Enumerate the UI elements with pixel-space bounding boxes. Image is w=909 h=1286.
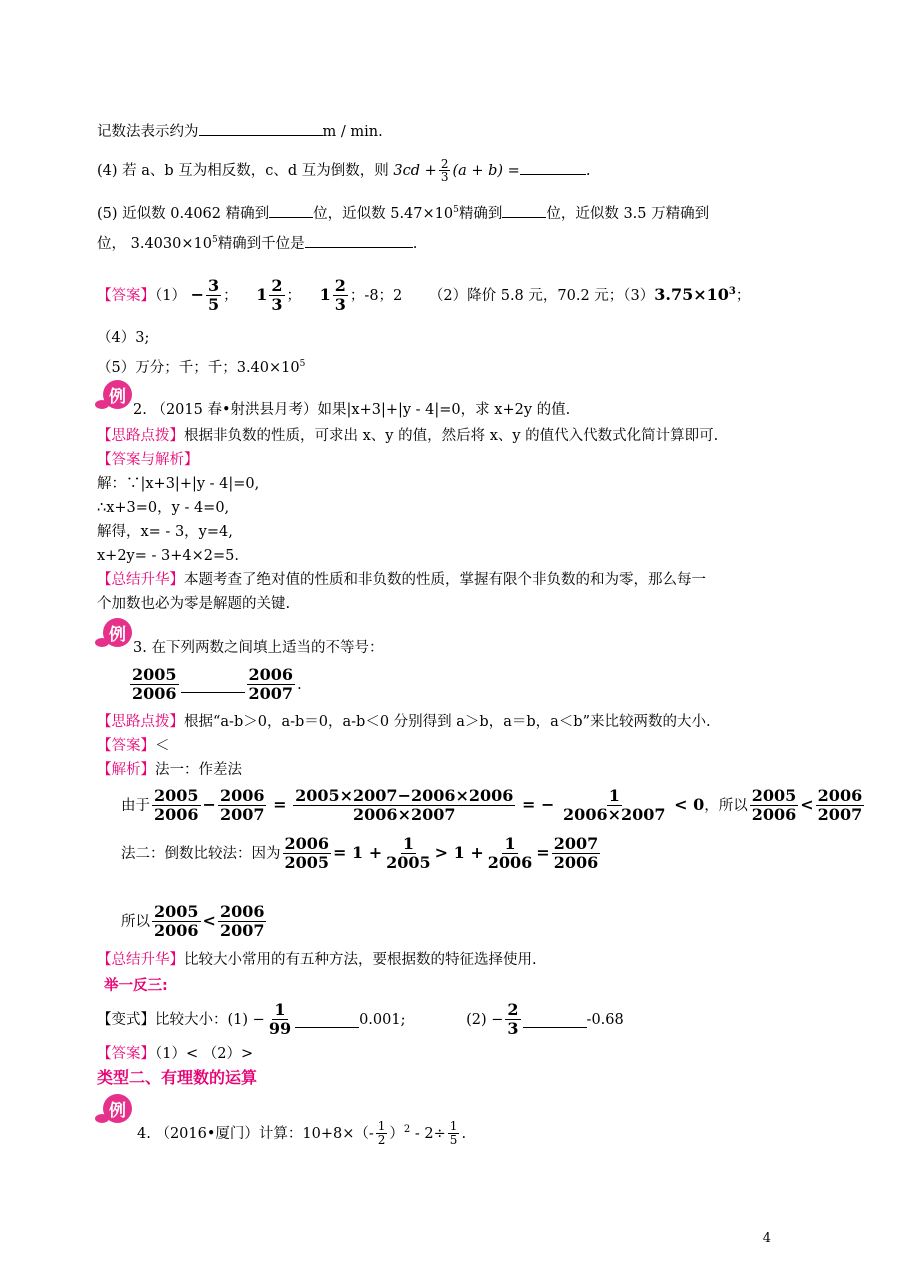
fraction-den: 2006 — [553, 853, 599, 873]
answer-mixed-3 — [333, 278, 348, 313]
answer-part-3: （3） — [623, 287, 655, 304]
solution-step-1: 解：∵|x+3|+|y - 4|=0, — [97, 476, 260, 492]
fraction-num: 1 — [274, 1000, 286, 1020]
fraction-b — [218, 788, 267, 823]
less-than-sign: < — [202, 911, 216, 930]
example-3-fractions — [128, 660, 302, 710]
method-2-prefix: 法二：倒数比较法：因为 — [121, 846, 281, 862]
section-heading: 类型二、有理数的运算 — [97, 1068, 258, 1087]
analysis-tag: 【解析】 — [97, 762, 155, 778]
fraction-den: 2006×2007 — [353, 805, 456, 825]
q5-sup-2: 5 — [211, 235, 218, 245]
method-1-equation — [121, 782, 866, 829]
answer-blank — [269, 202, 313, 218]
result-fraction — [561, 788, 667, 823]
answer-blank — [295, 1012, 359, 1028]
q5-sup-1: 5 — [453, 205, 459, 215]
ex4-fraction-2 — [448, 1120, 460, 1147]
q5-text-b: 位，近似数 5.47×10 — [313, 205, 454, 222]
sci-exponent: 3 — [728, 286, 736, 297]
inverse-fraction-2 — [486, 836, 535, 871]
answer-part-4: （4）3; — [97, 330, 150, 346]
q5-text-c: 精确到 — [458, 205, 503, 222]
example-4-text: 4. （2016•厦门）计算：10+8×（- — [137, 1125, 374, 1142]
fraction-a — [152, 788, 201, 823]
q5-end: . — [412, 235, 418, 252]
answer-blank — [523, 1012, 587, 1028]
ex4-exponent: 2 — [403, 1124, 411, 1135]
fraction-num: 3 — [208, 276, 220, 296]
fraction-num: 2006 — [219, 786, 265, 806]
fraction-den: 2006×2007 — [563, 805, 666, 825]
example-3-analysis — [97, 760, 242, 780]
practice-value-2: -0.68 — [586, 1012, 624, 1028]
summary-text: 本题考查了绝对值的性质和非负数的性质，掌握有限个非负数的和为零，那么每一 — [184, 572, 706, 588]
answer-fraction-1 — [206, 278, 221, 313]
answer-text: ＜ — [155, 738, 170, 754]
fraction-den: 2006 — [154, 805, 199, 825]
solution-step-4: x+2y= - 3+4×2=5. — [97, 548, 239, 564]
answer-part-rest: ；-8；2 — [349, 287, 403, 304]
answer-tag: 【答案】 — [97, 287, 155, 304]
fraction-den: 3 — [271, 294, 283, 314]
fraction-den: 2007 — [219, 921, 265, 941]
practice-title: 举一反三: — [104, 978, 168, 994]
less-than-sign: < — [800, 795, 814, 814]
fraction-num: 2006 — [219, 902, 265, 922]
practice-part-2: (2) − — [466, 1012, 504, 1028]
fraction-num: 2005 — [751, 786, 797, 806]
example-4-question — [137, 1110, 466, 1154]
scientific-notation: 3.75×10 — [654, 284, 729, 304]
fraction-num: 1 — [608, 786, 620, 806]
fraction-den: 2007 — [817, 805, 863, 825]
fraction-den: 5 — [449, 1133, 458, 1148]
q5-text-a: (5) 近似数 0.4062 精确到 — [97, 205, 270, 222]
so-text: 所以 — [121, 914, 150, 930]
fraction-num: 1 — [504, 834, 516, 854]
answer-part-2: （2）降价 5.8 元，70.2 元； — [428, 287, 624, 304]
equals-sign: = — [536, 843, 550, 862]
answer-part-5-text: （5）万分；千；千；3.40×10 — [97, 359, 300, 376]
answer-tag: 【答案】 — [97, 1046, 155, 1062]
fraction-num: 2006 — [817, 786, 863, 806]
answer-tag: 【答案】 — [97, 738, 155, 754]
summary-tag: 【总结升华】 — [97, 572, 184, 588]
fraction-num: 1 — [377, 1119, 386, 1134]
method-2-conclusion — [121, 898, 268, 945]
fraction-den: 2006 — [487, 853, 533, 873]
q5-text-e: 位， 3.4030×10 — [97, 235, 212, 252]
example-badge-icon — [103, 380, 132, 409]
answer-1 — [97, 270, 750, 318]
method-1-prefix: 由于 — [121, 798, 150, 814]
answer-part-1: （1） — [155, 287, 186, 304]
answer-part-5-sup: 5 — [299, 359, 306, 369]
fraction-num: 2007 — [553, 834, 599, 854]
fraction-num: 2 — [271, 276, 283, 296]
practice-answer — [97, 1044, 253, 1064]
fraction-den: 2 — [377, 1133, 386, 1148]
practice-value-1: 0.001; — [359, 1012, 406, 1028]
q5-text-d: 位，近似数 3.5 万精确到 — [546, 205, 710, 222]
q5-text-f: 精确到千位是 — [217, 235, 305, 252]
method-2-equation — [121, 830, 602, 877]
q1-text: 记数法表示约为 — [97, 124, 199, 140]
inverse-fraction-1 — [384, 836, 433, 871]
fraction-num: 2005 — [154, 902, 199, 922]
solution-step-2: ∴x+3=0，y - 4=0, — [97, 500, 230, 516]
fraction-num: 1 — [402, 834, 414, 854]
hint-tag: 【思路点拨】 — [97, 714, 184, 730]
mixed-whole: 1 — [319, 284, 331, 304]
example-badge-icon — [103, 1094, 132, 1123]
so-text: ，所以 — [704, 798, 748, 814]
mixed-whole: 1 — [256, 284, 268, 304]
example-badge-icon — [103, 618, 132, 647]
hint-text: 根据“a-b＞0，a-b＝0，a-b＜0 分别得到 a＞b，a＝b，a＜b”来比较两数的大小. — [184, 714, 711, 730]
example-badge-text: 例 — [109, 1101, 126, 1121]
summary-text: 比较大小常用的有五种方法，要根据数的特征选择使用. — [184, 952, 537, 968]
question-5-line-2 — [97, 230, 417, 254]
fraction-den: 2006 — [154, 921, 199, 941]
answer-text: （1）< （2）> — [155, 1046, 254, 1062]
ex4-paren: ） — [389, 1125, 404, 1142]
practice-fraction-2 — [505, 1002, 520, 1037]
example-3-question: 3. 在下列两数之间填上适当的不等号： — [133, 640, 384, 656]
practice-question — [97, 1000, 624, 1040]
hint-text: 根据非负数的性质，可求出 x、y 的值，然后将 x、y 的值代入代数式化简计算即可. — [184, 428, 719, 444]
example-2-hint — [97, 426, 718, 446]
practice-lead: 比较大小：(1) − — [155, 1012, 265, 1028]
fraction-den: 3 — [507, 1019, 519, 1039]
answer-blank — [305, 232, 413, 248]
example-2-summary-2: 个加数也必为零是解题的关键. — [97, 596, 291, 612]
period: . — [297, 677, 302, 693]
solution-step-3: 解得，x= - 3，y=4, — [97, 524, 233, 540]
ex4-division: - 2÷ — [410, 1125, 446, 1142]
example-3-summary — [97, 950, 537, 970]
fraction-a — [152, 904, 201, 939]
fraction-num: 2005 — [132, 665, 177, 685]
example-badge-text: 例 — [109, 625, 126, 645]
page-number: 4 — [762, 1231, 771, 1246]
greater-one-plus: > 1 + — [434, 843, 484, 862]
variant-tag: 【变式】 — [97, 1012, 155, 1028]
fraction-num: 2006 — [248, 665, 294, 685]
fraction-den: 5 — [208, 294, 220, 314]
fraction-b — [218, 904, 267, 939]
question-4 — [97, 156, 590, 186]
separator: ； — [735, 287, 751, 304]
reciprocal-fraction — [283, 836, 332, 871]
q4-fraction-den: 3 — [440, 170, 449, 185]
fraction-num: 2006 — [284, 834, 330, 854]
minus-sign: − — [190, 284, 204, 304]
fraction-a — [130, 667, 179, 702]
fraction-den: 2005 — [284, 853, 330, 873]
practice-fraction-1 — [267, 1002, 293, 1037]
fraction-b — [816, 788, 865, 823]
question-5-line-1 — [97, 200, 709, 224]
fraction-num: 2 — [334, 276, 346, 296]
fraction-den: 99 — [268, 1019, 292, 1039]
q4-fraction-num: 2 — [440, 156, 449, 171]
answer-mixed-2 — [269, 278, 284, 313]
example-2-solution-tag — [97, 450, 199, 470]
method-1-title: 法一：作差法 — [155, 762, 242, 778]
summary-tag: 【总结升华】 — [97, 952, 184, 968]
fraction-num: 2005×2007−2006×2006 — [295, 786, 514, 806]
q1-unit: m / min. — [322, 124, 383, 140]
q4-text: (4) 若 a、b 互为相反数，c、d 互为倒数，则 — [97, 163, 389, 179]
fraction-a — [750, 788, 799, 823]
fraction-den: 2006 — [751, 805, 797, 825]
answer-blank — [520, 159, 586, 175]
example-2-summary-1 — [97, 570, 706, 590]
answer-part-5 — [97, 354, 305, 378]
equals-one-plus: = 1 + — [333, 843, 383, 862]
separator: ； — [223, 287, 238, 304]
difference-fraction — [293, 788, 515, 823]
example-3-hint — [97, 712, 711, 732]
fraction-den: 2007 — [219, 805, 265, 825]
fraction-num: 1 — [449, 1119, 458, 1134]
answer-blank — [181, 677, 245, 693]
fraction-den: 2005 — [386, 853, 431, 873]
q4-fraction — [439, 158, 451, 185]
fraction-num: 2005 — [154, 786, 199, 806]
minus-sign: − — [202, 795, 216, 814]
ex4-fraction-1 — [376, 1120, 388, 1147]
fraction-den: 2006 — [132, 684, 177, 704]
separator: ； — [286, 287, 302, 304]
period: . — [461, 1125, 467, 1142]
fraction-den: 2007 — [248, 684, 294, 704]
solution-tag: 【答案与解析】 — [97, 452, 199, 468]
example-3-answer — [97, 736, 170, 756]
answer-blank — [199, 120, 323, 136]
answer-blank — [502, 202, 546, 218]
q4-expr-a: 3cd + — [393, 163, 437, 179]
q4-expr-b: (a + b) = — [452, 163, 520, 179]
example-badge-text: 例 — [109, 387, 126, 407]
question-1-tail — [97, 120, 383, 142]
less-than-zero: < 0 — [674, 795, 705, 814]
hint-tag: 【思路点拨】 — [97, 428, 184, 444]
fraction-b — [247, 667, 296, 702]
example-2-question: 2. （2015 春•射洪县月考）如果|x+3|+|y - 4|=0，求 x+2y 的值. — [133, 402, 571, 418]
fraction-num: 2 — [507, 1000, 519, 1020]
equals-sign: = — [273, 795, 287, 814]
fraction-den: 3 — [334, 294, 346, 314]
equals-minus: = − — [522, 795, 555, 814]
reciprocal-fraction-2 — [552, 836, 601, 871]
q4-end: . — [585, 163, 591, 179]
